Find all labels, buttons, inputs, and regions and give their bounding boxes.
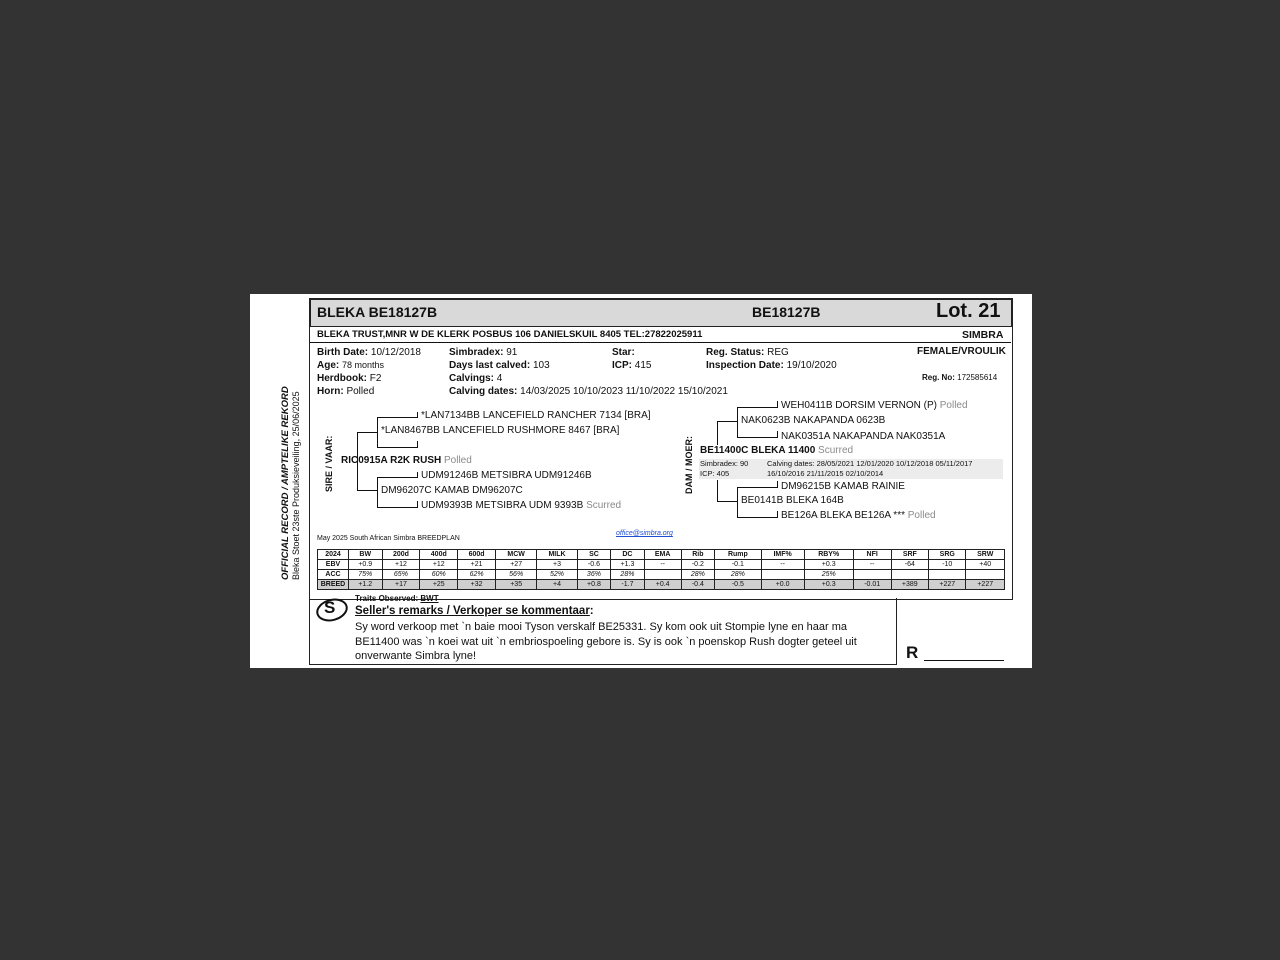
sire: RIC0915A R2K RUSH Polled [341,455,472,466]
animal-name: BLEKA BE18127B [317,304,438,320]
ebv-cell: -1.7 [611,580,645,590]
ebv-cell: -0.4 [681,580,715,590]
ebv-cell: 36% [577,570,611,580]
dam-icp: ICP: 405 [700,469,730,478]
herdbook: F2 [369,373,382,384]
ebv-cell: -0.01 [853,580,891,590]
ebv-cell: +17 [382,580,420,590]
ebv-cell: +21 [458,560,496,570]
sire-dam-dam: UDM9393B METSIBRA UDM 9393B Scurred [421,500,622,511]
ebv-cell: 28% [611,570,645,580]
details-col3: Star: ICP: 415 [612,347,652,371]
reg-status: REG [767,347,789,358]
lot-number: Lot. 21 [936,300,1001,322]
ebv-cell [644,570,681,580]
ebv-cell: +227 [929,580,966,590]
dam: BE11400C BLEKA 11400 Scurred [700,445,854,456]
details-col2: Simbradex: 91 Days last calved: 103 Calvings: 4 Calving dates: 14/03/2025 10/10/2023 11/10/2022 15/10/2021 [449,347,728,397]
ebv-cell: +25 [420,580,458,590]
sire-sire-sire: *LAN7134BB LANCEFIELD RANCHER 7134 [BRA] [421,410,651,421]
price-line[interactable] [924,660,1004,661]
price-prefix: R [906,643,919,662]
official-record-label: OFFICIAL RECORD / AMPTELIKE REKORD [280,386,291,580]
dam-sire: NAK0623B NAKAPANDA 0623B [741,415,886,426]
ebv-cell: -64 [891,560,928,570]
breedplan-note: May 2025 South African Simbra BREEDPLAN [317,535,460,542]
dam-sire-dam: NAK0351A NAKAPANDA NAK0351A [781,431,946,442]
ebv-cell: +12 [420,560,458,570]
ebv-cell [929,570,966,580]
birth-date: 10/12/2018 [370,347,421,358]
ebv-header-cell: 2024 [318,550,349,560]
animal-id: BE18127B [752,304,821,320]
ebv-header-cell: SRF [891,550,928,560]
details-col1: Birth Date: 10/12/2018 Age: 78 months Herdbook: F2 Horn: Polled [317,347,421,397]
ebv-cell [761,570,804,580]
ebv-header-cell: IMF% [761,550,804,560]
ebv-cell: 65% [382,570,420,580]
ebv-cell: +27 [496,560,537,570]
ebv-cell: +0.8 [577,580,611,590]
ebv-cell: -- [761,560,804,570]
ebv-row-label: ACC [318,570,349,580]
ebv-header-cell: Rib [681,550,715,560]
ebv-cell: +227 [966,580,1005,590]
icp: 415 [634,360,652,371]
details-col4: Reg. Status: REG Inspection Date: 19/10/2020 [706,347,837,371]
days-last-calved: 103 [532,360,550,371]
ebv-header-cell: MCW [496,550,537,560]
ebv-cell: +32 [458,580,496,590]
ebv-header-cell: 400d [420,550,458,560]
sire-sire: *LAN8467BB LANCEFIELD RUSHMORE 8467 [BRA] [381,425,620,436]
ebv-cell: 60% [420,570,458,580]
ebv-cell: +0.3 [804,560,853,570]
ebv-cell: 52% [537,570,577,580]
calving-dates: 14/03/2025 10/10/2023 11/10/2022 15/10/2021 [520,386,728,397]
dam-dam-sire: DM96215B KAMAB RAINIE [781,481,905,492]
ebv-cell [891,570,928,580]
sire-label: SIRE / VAAR: [324,435,334,492]
ebv-cell: -0.2 [681,560,715,570]
ebv-cell [853,570,891,580]
dam-dam-dam: BE126A BLEKA BE126A *** Polled [781,510,936,521]
ebv-cell: +4 [537,580,577,590]
dam-label: DAM / MOER: [684,436,694,494]
ebv-row-label: EBV [318,560,349,570]
ebv-cell: 56% [496,570,537,580]
simbra-logo: S [316,597,348,621]
ebv-header-cell: BW [349,550,383,560]
ebv-row-ebv [318,560,1005,570]
ebv-cell: +3 [537,560,577,570]
ebv-row-acc [318,570,1005,580]
ebv-header-cell: Rump [715,550,762,560]
ebv-cell: +1.2 [349,580,383,590]
ebv-cell: +0.9 [349,560,383,570]
ebv-cell: -0.6 [577,560,611,570]
ebv-cell: +0.4 [644,580,681,590]
dam-sire-sire: WEH0411B DORSIM VERNON (P) Polled [781,400,968,411]
breed-label: SIMBRA [962,329,1004,341]
ebv-header-cell: NFI [853,550,891,560]
dam-simbradex: Simbradex: 90 [700,459,749,468]
simbradex: 91 [506,347,518,358]
ebv-cell: -- [644,560,681,570]
ebv-cell: 25% [804,570,853,580]
ebv-cell: +35 [496,580,537,590]
ebv-row-label: BREED [318,580,349,590]
calvings: 4 [496,373,503,384]
traits-observed: Traits Observed: BWT [355,594,439,603]
ebv-header-cell: 600d [458,550,496,560]
reg-no: Reg. No: 172585614 [922,373,998,382]
ebv-cell: -- [853,560,891,570]
remarks-title: Seller's remarks / Verkoper se kommentaar: [355,605,594,617]
inspection-date: 19/10/2020 [786,360,837,371]
ebv-header-cell: MILK [537,550,577,560]
ebv-header-cell: RBY% [804,550,853,560]
ebv-cell: -0.5 [715,580,762,590]
ebv-header-cell: DC [611,550,645,560]
dam-calving-dates-1: Calving dates: 28/05/2021 12/01/2020 10/12/2018 05/11/2017 [767,459,973,468]
ebv-cell: 28% [715,570,762,580]
age: 78 months [342,360,385,370]
ebv-table [317,549,1005,590]
ebv-cell: 62% [458,570,496,580]
ebv-cell: +12 [382,560,420,570]
sire-dam-sire: UDM91246B METSIBRA UDM91246B [421,470,592,481]
sire-dam: DM96207C KAMAB DM96207C [381,485,523,496]
ebv-header-cell: SRG [929,550,966,560]
ebv-row-breed [318,580,1005,590]
ebv-cell: +0.3 [804,580,853,590]
ebv-cell: +389 [891,580,928,590]
ebv-cell: -0.1 [715,560,762,570]
ebv-cell: 28% [681,570,715,580]
dam-dam: BE0141B BLEKA 164B [741,495,844,506]
email-link[interactable]: office@simbra.org [616,530,673,537]
owner-info: BLEKA TRUST,MNR W DE KLERK POSBUS 106 DANIELSKUIL 8405 TEL:27822025911 [317,329,703,340]
ebv-cell: -10 [929,560,966,570]
ebv-cell: 75% [349,570,383,580]
ebv-cell: +1.3 [611,560,645,570]
ebv-header-row [318,550,1005,560]
ebv-cell: +40 [966,560,1005,570]
remarks-text: Sy word verkoop met `n baie mooi Tyson verskalf BE25331. Sy kom ook uit Stompie lyne en haar ma BE11400 was `n koei wat uit `n embriospoeling gebore is. Sy is ook `n poenskop Rush dogter geteel uit onverwante Simbra lyne! [355,621,857,662]
ebv-header-cell: SRW [966,550,1005,560]
auction-label: Bleka Stoet 23ste Produksieveiling, 25/06/2025 [291,391,301,580]
ebv-cell: +0.0 [761,580,804,590]
owner-divider [310,342,1011,343]
ebv-cell [966,570,1005,580]
sex-label: FEMALE/VROULIK [917,346,1006,357]
horn: Polled [346,386,375,397]
ebv-header-cell: SC [577,550,611,560]
ebv-header-cell: 200d [382,550,420,560]
ebv-header-cell: EMA [644,550,681,560]
dam-calving-dates-2: 16/10/2016 21/11/2015 02/10/2014 [767,469,884,478]
